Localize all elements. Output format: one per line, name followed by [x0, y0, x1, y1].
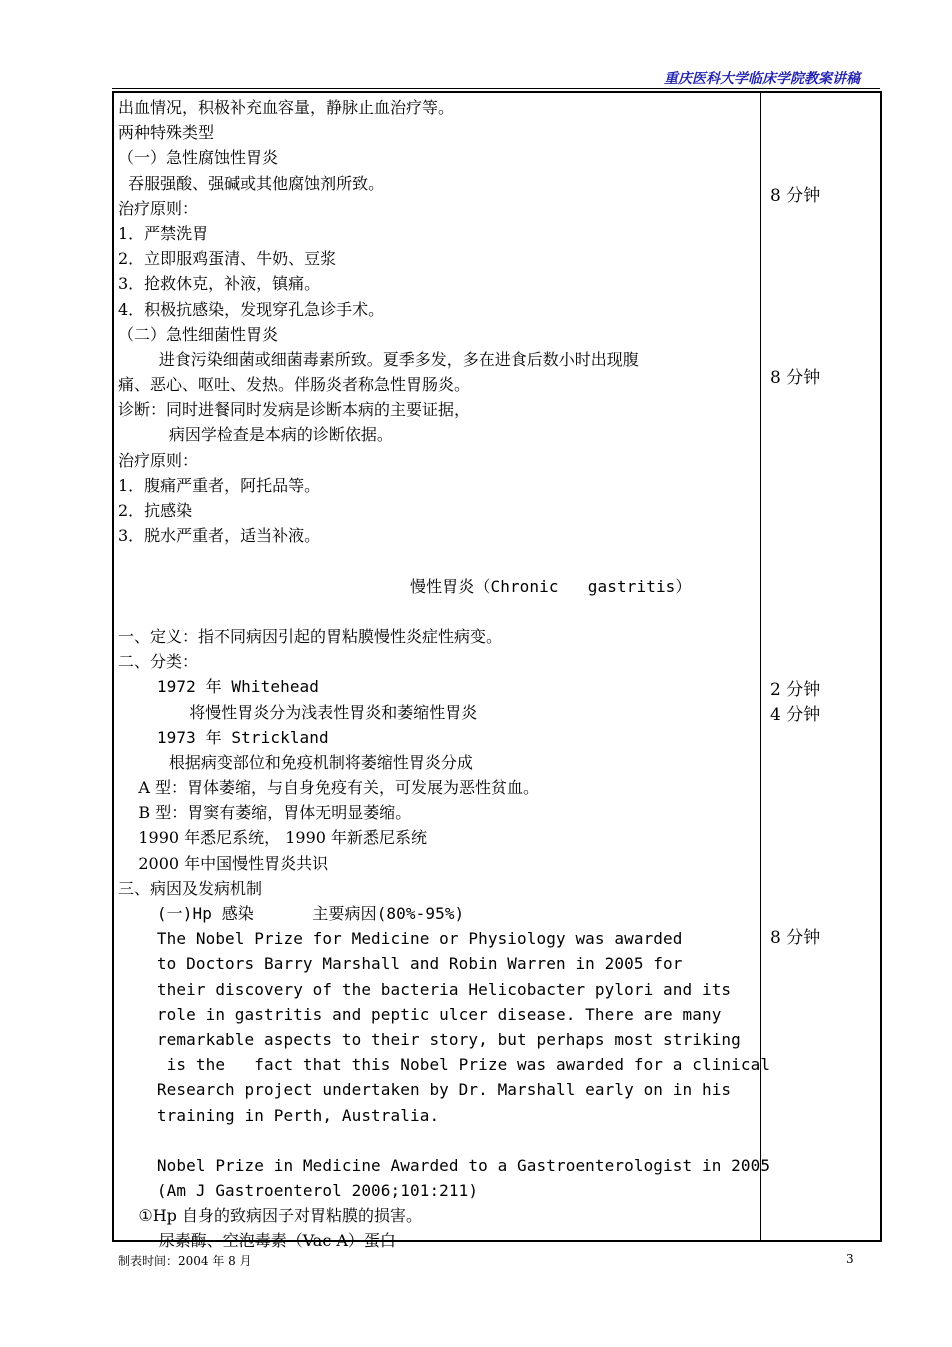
- text-line: 一、定义：指不同病因引起的胃粘膜慢性炎症性病变。: [118, 626, 503, 646]
- text-line: 治疗原则：: [118, 198, 199, 218]
- time-allocation: 8 分钟: [770, 186, 821, 206]
- text-line: 二、分类：: [118, 652, 199, 672]
- text-line: 进食污染细菌或细菌毒素所致。夏季多发，多在进食后数小时出现腹: [118, 349, 639, 369]
- text-line: 1973 年 Strickland: [118, 727, 329, 747]
- english-text-line: their discovery of the bacteria Helicobacter pylori and its: [118, 979, 732, 999]
- lecture-content: [118, 95, 771, 1254]
- list-item: 3．抢救休克，补液，镇痛。: [118, 274, 321, 294]
- header-rule: [112, 88, 880, 89]
- english-text-line: remarkable aspects to their story, but perhaps most striking: [118, 1029, 741, 1049]
- text-line: 病因学检查是本病的诊断依据。: [118, 425, 393, 445]
- blank-line: [118, 1128, 758, 1153]
- text-line: 2000 年中国慢性胃炎共识: [118, 853, 329, 873]
- text-line: 根据病变部位和免疫机制将萎缩性胃炎分成: [118, 752, 473, 772]
- list-item: 4．积极抗感染，发现穿孔急诊手术。: [118, 299, 385, 319]
- text-line: 吞服强酸、强碱或其他腐蚀剂所致。: [118, 173, 385, 193]
- text-line: 1990 年悉尼系统， 1990 年新悉尼系统: [118, 828, 428, 848]
- list-item: 2．立即服鸡蛋清、牛奶、豆浆: [118, 249, 337, 269]
- time-allocation: 8 分钟: [770, 368, 821, 388]
- document-header-title: 重庆医科大学临床学院教案讲稿: [664, 71, 860, 87]
- text-line: B 型：胃窦有萎缩，胃体无明显萎缩。: [118, 803, 412, 823]
- page-number: 3: [846, 1252, 854, 1266]
- english-text-line: is the fact that this Nobel Prize was awarded for a clinical: [118, 1055, 771, 1075]
- english-text-line: to Doctors Barry Marshall and Robin Warren in 2005 for: [118, 954, 683, 974]
- time-allocation: 4 分钟: [770, 705, 821, 725]
- list-item: 1．严禁洗胃: [118, 223, 209, 243]
- blank-line: [118, 599, 758, 624]
- list-item: 3．脱水严重者，适当补液。: [118, 526, 321, 546]
- text-line: 诊断：同时进餐同时发病是诊断本病的主要证据，: [118, 400, 471, 420]
- english-text-line: training in Perth, Australia.: [118, 1105, 440, 1125]
- footer-date: 制表时间：2004 年 8 月: [118, 1254, 252, 1268]
- section-title: 慢性胃炎（Chronic gastritis）: [118, 576, 692, 596]
- english-text-line: Research project undertaken by Dr. Marshall early on in his: [118, 1080, 732, 1100]
- text-line: 痛、恶心、呕吐、发热。伴肠炎者称急性胃肠炎。: [118, 375, 471, 395]
- blank-line: [118, 548, 758, 573]
- citation-line: (Am J Gastroenterol 2006;101:211): [118, 1181, 479, 1201]
- time-allocation: 2 分钟: [770, 680, 821, 700]
- english-text-line: role in gastritis and peptic ulcer disease. There are many: [118, 1004, 722, 1024]
- text-line: 将慢性胃炎分为浅表性胃炎和萎缩性胃炎: [118, 702, 478, 722]
- english-text-line: Nobel Prize in Medicine Awarded to a Gastroenterologist in 2005: [118, 1155, 771, 1175]
- list-item: 1．腹痛严重者，阿托品等。: [118, 475, 321, 495]
- text-line: ①Hp 自身的致病因子对胃粘膜的损害。: [118, 1206, 422, 1226]
- text-line: 尿素酶、空泡毒素（Vac A）蛋白: [118, 1231, 396, 1251]
- text-line: 治疗原则：: [118, 450, 199, 470]
- english-text-line: The Nobel Prize for Medicine or Physiology was awarded: [118, 929, 683, 949]
- subheading: （二）急性细菌性胃炎: [118, 324, 279, 344]
- text-line: 出血情况，积极补充血容量，静脉止血治疗等。: [118, 98, 455, 117]
- text-line: (一)Hp 感染 主要病因(80%-95%): [118, 904, 465, 923]
- text-line: 两种特殊类型: [118, 123, 215, 143]
- subheading: （一）急性腐蚀性胃炎: [118, 148, 279, 168]
- text-line: A 型：胃体萎缩，与自身免疫有关，可发展为恶性贫血。: [118, 778, 539, 798]
- text-line: 1972 年 Whitehead: [118, 677, 320, 697]
- time-allocation: 8 分钟: [770, 928, 821, 948]
- list-item: 2．抗感染: [118, 501, 193, 520]
- text-line: 三、病因及发病机制: [118, 878, 263, 898]
